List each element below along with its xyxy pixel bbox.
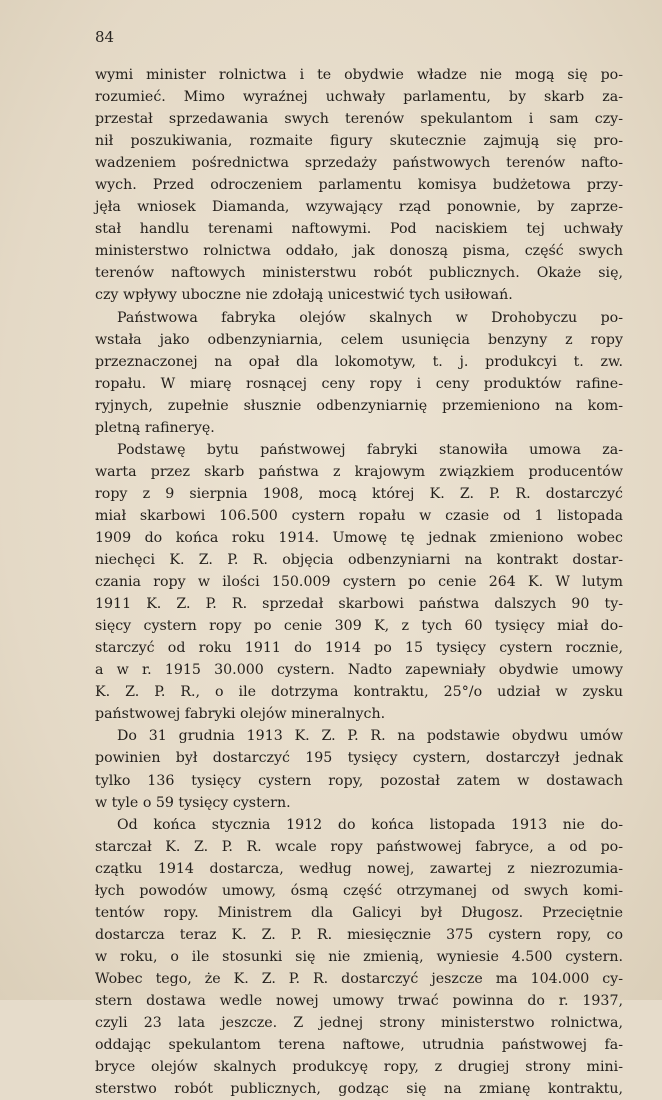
text-line: stał handlu terenami naftowymi. Pod naciskiem tej uchwały: [95, 221, 623, 238]
text-line: w roku, o ile stosunki się nie zmienią, wyniesie 4.500 cystern.: [95, 948, 623, 965]
text-line: 1909 do końca roku 1914. Umowę tę jednak zmieniono wobec: [95, 529, 623, 546]
text-line: dostarcza teraz K. Z. P. R. miesięcznie 375 cystern ropy, co: [95, 926, 623, 943]
text-line: sięcy cystern ropy po cenie 309 K, z tych 60 tysięcy miał do-: [95, 618, 623, 635]
text-line: państwowej fabryki olejów mineralnych.: [95, 706, 386, 723]
text-line: Wobec tego, że K. Z. P. R. dostarczyć jeszcze ma 104.000 cy-: [95, 970, 623, 987]
text-line: przestał sprzedawania swych terenów spekulantom i sam czy-: [95, 111, 623, 128]
text-line: wadzeniem pośrednictwa sprzedaży państwowych terenów nafto-: [95, 155, 623, 172]
text-line: czątku 1914 dostarcza, według nowej, zawartej z niezrozumia-: [95, 860, 623, 877]
text-line: wstała jako odbenzyniarnia, celem usunięcia benzyny z ropy: [95, 331, 623, 348]
text-line: tylko 136 tysięcy cystern ropy, pozostał zatem w dostawach: [95, 772, 623, 789]
text-line: miał skarbowi 106.500 cystern ropału w czasie od 1 listopada: [95, 507, 623, 524]
text-line: wymi minister rolnictwa i te obydwie władze nie mogą się po-: [95, 67, 623, 83]
text-line: pletną rafineryę.: [95, 419, 215, 436]
text-line: K. Z. P. R., o ile dotrzyma kontraktu, 25°/o udział w zysku: [95, 684, 623, 701]
text-line: Do 31 grudnia 1913 K. Z. P. R. na podstawie obydwu umów: [117, 728, 623, 745]
text-line: oddając spekulantom terena naftowe, utrudnia państwowej fa-: [95, 1037, 623, 1054]
text-line: Podstawę bytu państwowej fabryki stanowiła umowa za-: [117, 441, 623, 458]
text-line: ministerstwo rolnictwa oddało, jak donoszą pisma, część swych: [95, 243, 623, 260]
text-line: niechęci K. Z. P. R. objęcia odbenzyniarni na kontrakt dostar-: [95, 552, 623, 569]
text-line: sterstwo robót publicznych, godząc się na zmianę kontraktu,: [95, 1081, 623, 1098]
text-line: czy wpływy uboczne nie zdołają unicestwić tych usiłowań.: [95, 287, 513, 304]
text-line: ryjnych, zupełnie słusznie odbenzyniarnię przemieniono na kom-: [95, 397, 623, 414]
text-line: czania ropy w ilości 150.009 cystern po cenie 264 K. W lutym: [95, 574, 623, 591]
text-line: 1911 K. Z. P. R. sprzedał skarbowi państwa dalszych 90 ty-: [95, 596, 623, 613]
text-line: ropału. W miarę rosnącej ceny ropy i ceny produktów rafine-: [95, 375, 623, 392]
text-line: Od końca stycznia 1912 do końca listopada 1913 nie do-: [117, 816, 623, 833]
text-line: starczał K. Z. P. R. wcale ropy państwowej fabryce, a od po-: [95, 838, 623, 855]
text-line: stern dostawa wedle nowej umowy trwać powinna do r. 1937,: [95, 992, 623, 1009]
page-number: 84: [95, 28, 115, 46]
body-text: [95, 64, 623, 1100]
text-line: w tyle o 59 tysięcy cystern.: [95, 794, 291, 811]
text-line: rozumieć. Mimo wyraźnej uchwały parlamentu, by skarb za-: [95, 89, 623, 106]
text-line: ropy z 9 sierpnia 1908, mocą której K. Z. P. R. dostarczyć: [95, 485, 623, 502]
text-line: wych. Przed odroczeniem parlamentu komisya budżetowa przy-: [95, 177, 623, 194]
text-line: a w r. 1915 30.000 cystern. Nadto zapewniały obydwie umowy: [95, 662, 623, 679]
text-line: terenów naftowych ministerstwu robót publicznych. Okaże się,: [95, 265, 623, 282]
text-line: jęła wniosek Diamanda, wzywający rząd ponownie, by zaprze-: [95, 199, 623, 216]
text-line: powinien był dostarczyć 195 tysięcy cystern, dostarczył jednak: [95, 750, 623, 767]
text-line: warta przez skarb państwa z krajowym związkiem producentów: [95, 463, 623, 480]
text-line: czyli 23 lata jeszcze. Z jednej strony ministerstwo rolnictwa,: [95, 1015, 623, 1032]
text-line: starczyć od roku 1911 do 1914 po 15 tysięcy cystern rocznie,: [95, 640, 623, 657]
text-line: nił poszukiwania, rozmaite figury skutecznie zajmują się pro-: [95, 133, 623, 150]
text-line: łych powodów umowy, ósmą część otrzymanej od swych komi-: [95, 882, 623, 899]
text-line: Państwowa fabryka olejów skalnych w Drohobyczu po-: [117, 309, 623, 326]
text-line: bryce olejów skalnych produkcyę ropy, z drugiej strony mini-: [95, 1059, 623, 1076]
text-line: przeznaczonej na opał dla lokomotyw, t. j. produkcyi t. zw.: [95, 353, 623, 370]
text-line: tentów ropy. Ministrem dla Galicyi był Długosz. Przeciętnie: [95, 904, 623, 921]
